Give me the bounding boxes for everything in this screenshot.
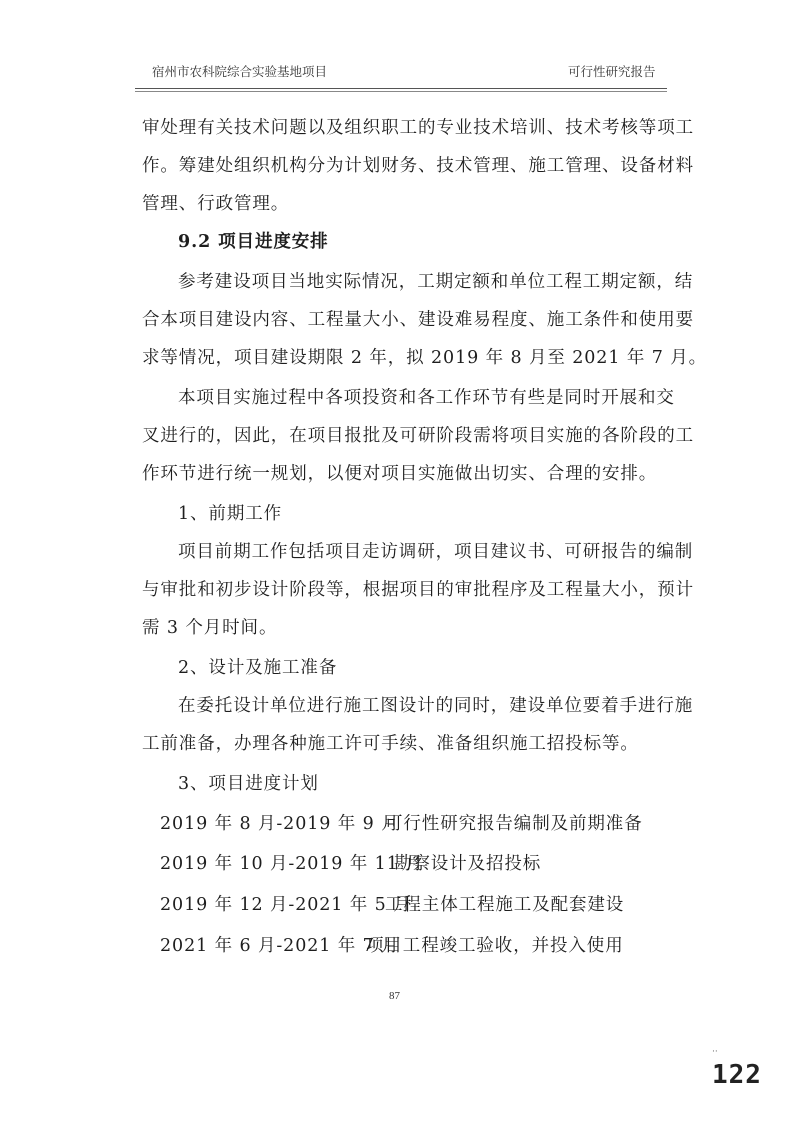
paragraph-line: 本项目实施过程中各项投资和各工作环节有些是同时开展和交 — [178, 388, 675, 408]
header-project-name: 宿州市农科院综合实验基地项目 — [152, 64, 328, 79]
subsection-heading: 3、项目进度计划 — [178, 774, 319, 794]
paragraph-line: 作。筹建处组织机构分为计划财务、技术管理、施工管理、设备材料 — [142, 156, 694, 176]
schedule-task: 勘察设计及招投标 — [394, 854, 542, 874]
paragraph-line: 叉进行的，因此，在项目报批及可研阶段需将项目实施的各阶段的工 — [142, 426, 694, 446]
schedule-period: 2019 年 12 月-2021 年 5 月 — [160, 895, 412, 915]
paragraph-line: 工前准备，办理各种施工许可手续、准备组织施工招投标等。 — [142, 734, 639, 754]
schedule-task: 工程主体工程施工及配套建设 — [385, 895, 625, 915]
header-report-type: 可行性研究报告 — [568, 64, 656, 79]
paragraph-line: 与审批和初步设计阶段等，根据项目的审批程序及工程量大小，预计 — [142, 580, 694, 600]
header-divider — [135, 88, 667, 89]
paragraph-line: 审处理有关技术问题以及组织职工的专业技术培训、技术考核等项工 — [142, 118, 694, 138]
paragraph-line: 需 3 个月时间。 — [142, 618, 278, 638]
paragraph-line: 项目前期工作包括项目走访调研，项目建议书、可研报告的编制 — [178, 542, 694, 562]
schedule-period: 2019 年 10 月-2019 年 11 月 — [160, 854, 424, 874]
paragraph-line: 合本项目建设内容、工程量大小、建设难易程度、施工条件和使用要 — [142, 310, 694, 330]
section-heading: 9.2 项目进度安排 — [178, 232, 329, 252]
stamp-mark: ·· — [712, 1047, 718, 1057]
header-divider-thin — [135, 91, 667, 92]
paragraph-line: 在委托设计单位进行施工图设计的同时，建设单位要着手进行施 — [178, 696, 694, 716]
schedule-task: 项目工程竣工验收，并投入使用 — [366, 936, 624, 956]
paragraph-line: 作环节进行统一规划，以便对项目实施做出切实、合理的安排。 — [142, 464, 658, 484]
paragraph-line: 参考建设项目当地实际情况，工期定额和单位工程工期定额，结 — [178, 272, 694, 292]
schedule-period: 2019 年 8 月-2019 年 9 月 — [160, 814, 400, 834]
stamped-sheet-number: 122 — [712, 1060, 762, 1090]
paragraph-line: 管理、行政管理。 — [142, 194, 290, 214]
paragraph-line: 求等情况，项目建设期限 2 年，拟 2019 年 8 月至 2021 年 7 月。 — [142, 348, 707, 368]
subsection-heading: 2、设计及施工准备 — [178, 658, 338, 678]
page-number: 87 — [389, 990, 400, 1002]
subsection-heading: 1、前期工作 — [178, 504, 283, 524]
schedule-task: 可行性研究报告编制及前期准备 — [385, 814, 643, 834]
schedule-period: 2021 年 6 月-2021 年 7 月 — [160, 936, 400, 956]
